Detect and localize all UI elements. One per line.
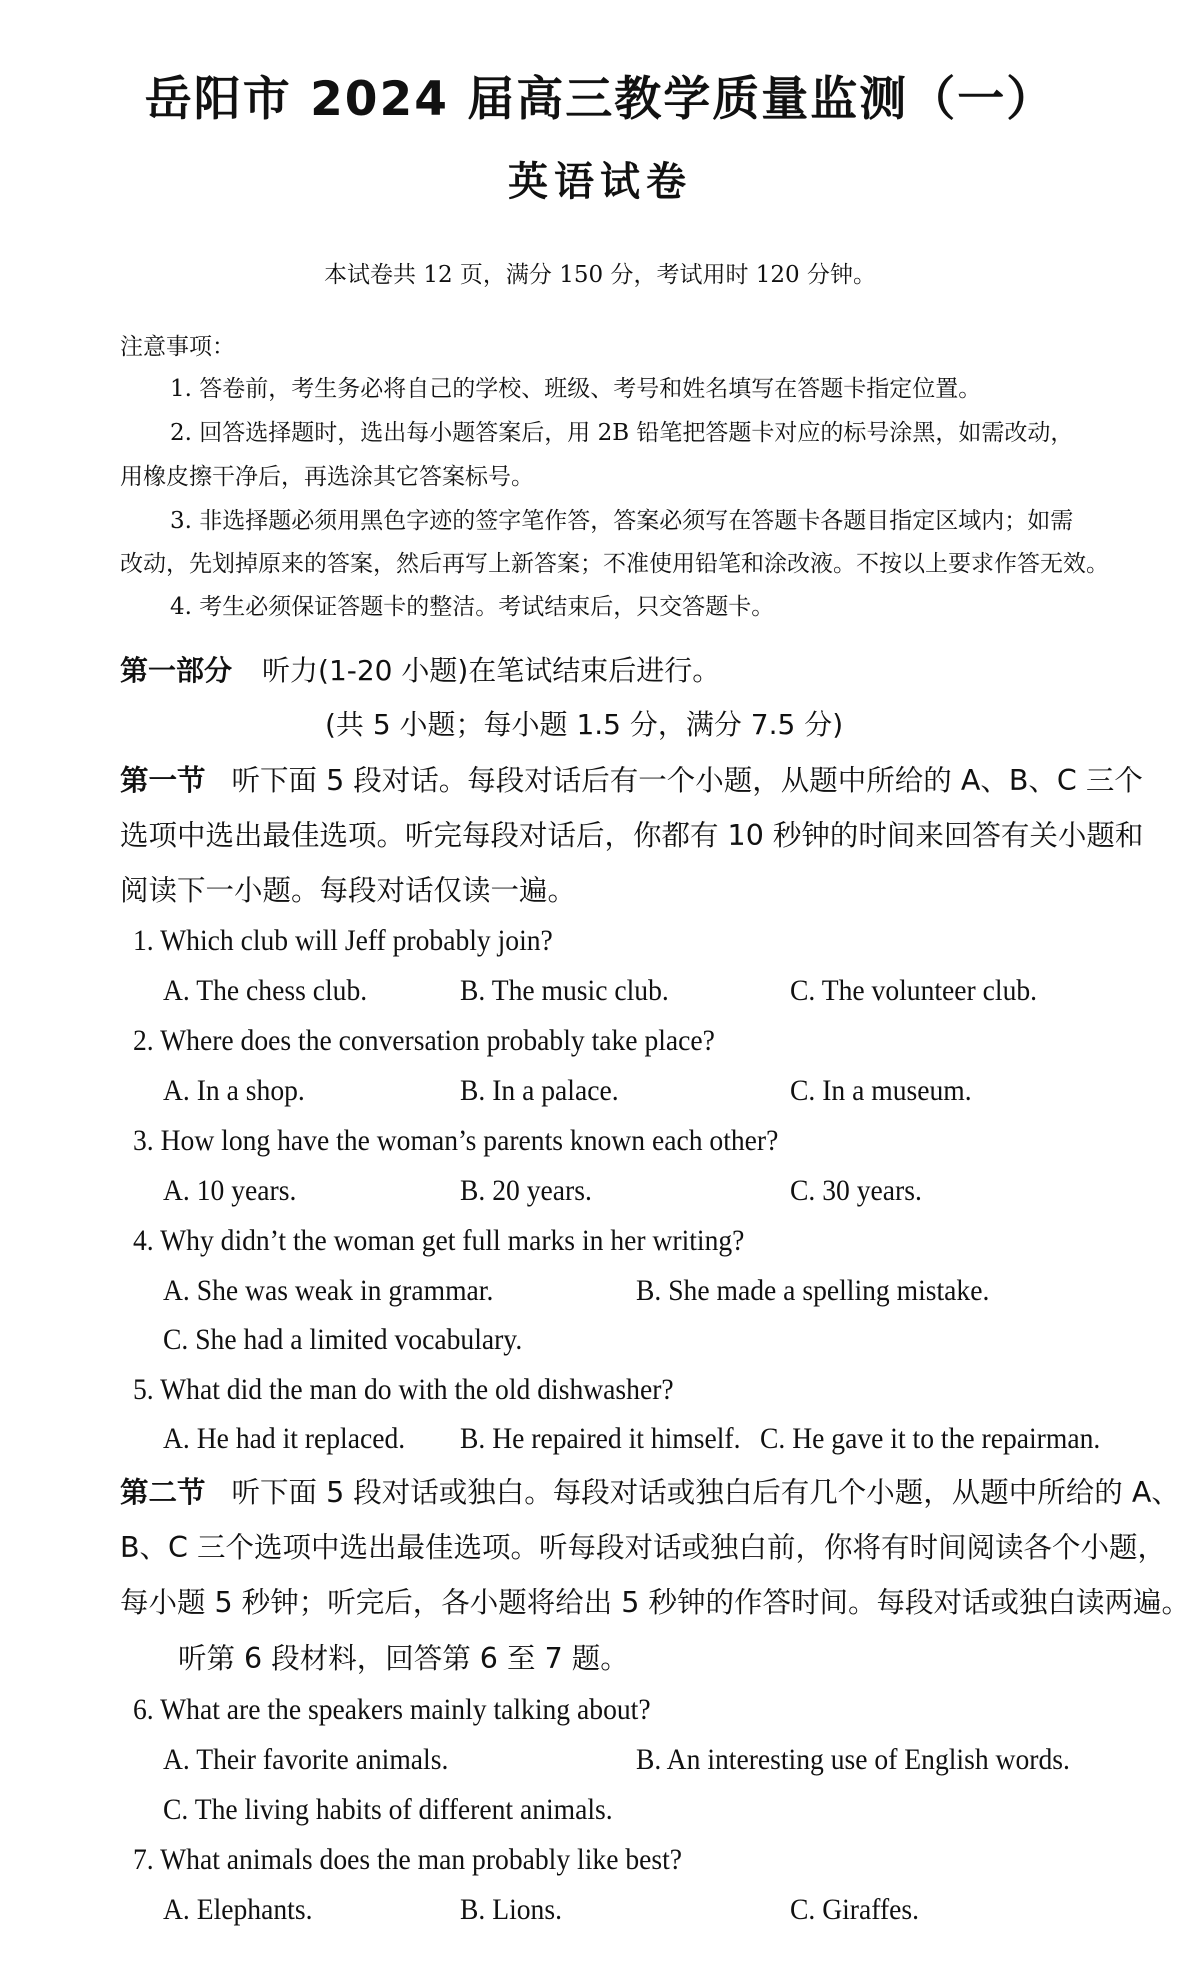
part1-scoring: (共 5 小题；每小题 1.5 分，满分 7.5 分) bbox=[325, 708, 844, 741]
question-stem: 5. What did the man do with the old dishwasher? bbox=[133, 1373, 674, 1406]
option-c: C. 30 years. bbox=[790, 1174, 922, 1207]
section2-line: B、C 三个选项中选出最佳选项。听每段对话或独白前，你将有时间阅读各个小题， bbox=[120, 1531, 1167, 1564]
option-a: A. He had it replaced. bbox=[163, 1422, 406, 1455]
option-a: A. Their favorite animals. bbox=[163, 1743, 449, 1776]
option-a: A. The chess club. bbox=[163, 974, 368, 1007]
section1-line: 选项中选出最佳选项。听完每段对话后，你都有 10 秒钟的时间来回答有关小题和 bbox=[120, 819, 1144, 852]
question-stem: 6. What are the speakers mainly talking about? bbox=[133, 1693, 651, 1726]
section1-line bbox=[120, 758, 1143, 799]
part1-label: 第一部分 bbox=[120, 654, 233, 687]
notice-line: 3. 非选择题必须用黑色字迹的签字笔作答，答案必须写在答题卡各题目指定区域内；如需 bbox=[170, 508, 1074, 534]
section2-text: 听下面 5 段对话或独白。每段对话或独白后有几个小题，从题中所给的 A、 bbox=[231, 1476, 1180, 1509]
exam-info: 本试卷共 12 页，满分 150 分，考试用时 120 分钟。 bbox=[324, 262, 876, 288]
option-b: B. 20 years. bbox=[460, 1174, 592, 1207]
option-b: B. Lions. bbox=[460, 1893, 562, 1926]
option-c: C. He gave it to the repairman. bbox=[760, 1422, 1101, 1455]
option-c: C. In a museum. bbox=[790, 1074, 972, 1107]
option-c: C. The living habits of different animals. bbox=[163, 1793, 613, 1826]
option-b: B. An interesting use of English words. bbox=[636, 1743, 1070, 1776]
part1-heading-text: 听力(1-20 小题)在笔试结束后进行。 bbox=[262, 654, 721, 687]
exam-subtitle: 英语试卷 bbox=[508, 159, 692, 205]
material-instruction: 听第 6 段材料，回答第 6 至 7 题。 bbox=[178, 1642, 629, 1675]
notice-heading: 注意事项： bbox=[120, 334, 235, 360]
section1-text: 听下面 5 段对话。每段对话后有一个小题，从题中所给的 A、B、C 三个 bbox=[231, 764, 1143, 797]
section2-line: 每小题 5 秒钟；听完后，各小题将给出 5 秒钟的作答时间。每段对话或独白读两遍。 bbox=[120, 1586, 1191, 1619]
part1-heading bbox=[120, 649, 720, 689]
notice-line: 4. 考生必须保证答题卡的整洁。考试结束后，只交答题卡。 bbox=[170, 594, 775, 620]
section2-line bbox=[120, 1470, 1180, 1511]
option-a: A. In a shop. bbox=[163, 1074, 305, 1107]
notice-line: 1. 答卷前，考生务必将自己的学校、班级、考号和姓名填写在答题卡指定位置。 bbox=[170, 376, 982, 402]
section1-line: 阅读下一小题。每段对话仅读一遍。 bbox=[120, 874, 577, 907]
option-b: B. He repaired it himself. bbox=[460, 1422, 741, 1455]
question-stem: 7. What animals does the man probably like best? bbox=[133, 1843, 683, 1876]
question-stem: 3. How long have the woman’s parents known each other? bbox=[133, 1124, 779, 1157]
option-a: A. She was weak in grammar. bbox=[163, 1274, 494, 1307]
option-b: B. The music club. bbox=[460, 974, 669, 1007]
notice-line: 2. 回答选择题时，选出每小题答案后，用 2B 铅笔把答题卡对应的标号涂黑，如需改动， bbox=[170, 420, 1074, 446]
option-a: A. Elephants. bbox=[163, 1893, 313, 1926]
option-c: C. The volunteer club. bbox=[790, 974, 1038, 1007]
option-a: A. 10 years. bbox=[163, 1174, 297, 1207]
option-c: C. She had a limited vocabulary. bbox=[163, 1323, 523, 1356]
notice-line: 改动，先划掉原来的答案，然后再写上新答案；不准使用铅笔和涂改液。不按以上要求作答无效。 bbox=[120, 551, 1109, 577]
section1-label: 第一节 bbox=[120, 764, 206, 797]
section2-label: 第二节 bbox=[120, 1476, 206, 1509]
option-b: B. She made a spelling mistake. bbox=[636, 1274, 990, 1307]
option-c: C. Giraffes. bbox=[790, 1893, 920, 1926]
option-b: B. In a palace. bbox=[460, 1074, 619, 1107]
notice-line: 用橡皮擦干净后，再选涂其它答案标号。 bbox=[120, 464, 534, 490]
question-stem: 4. Why didn’t the woman get full marks in her writing? bbox=[133, 1224, 745, 1257]
question-stem: 1. Which club will Jeff probably join? bbox=[133, 924, 553, 957]
question-stem: 2. Where does the conversation probably take place? bbox=[133, 1024, 715, 1057]
exam-title: 岳阳市 2024 届高三教学质量监测（一） bbox=[144, 72, 1056, 127]
